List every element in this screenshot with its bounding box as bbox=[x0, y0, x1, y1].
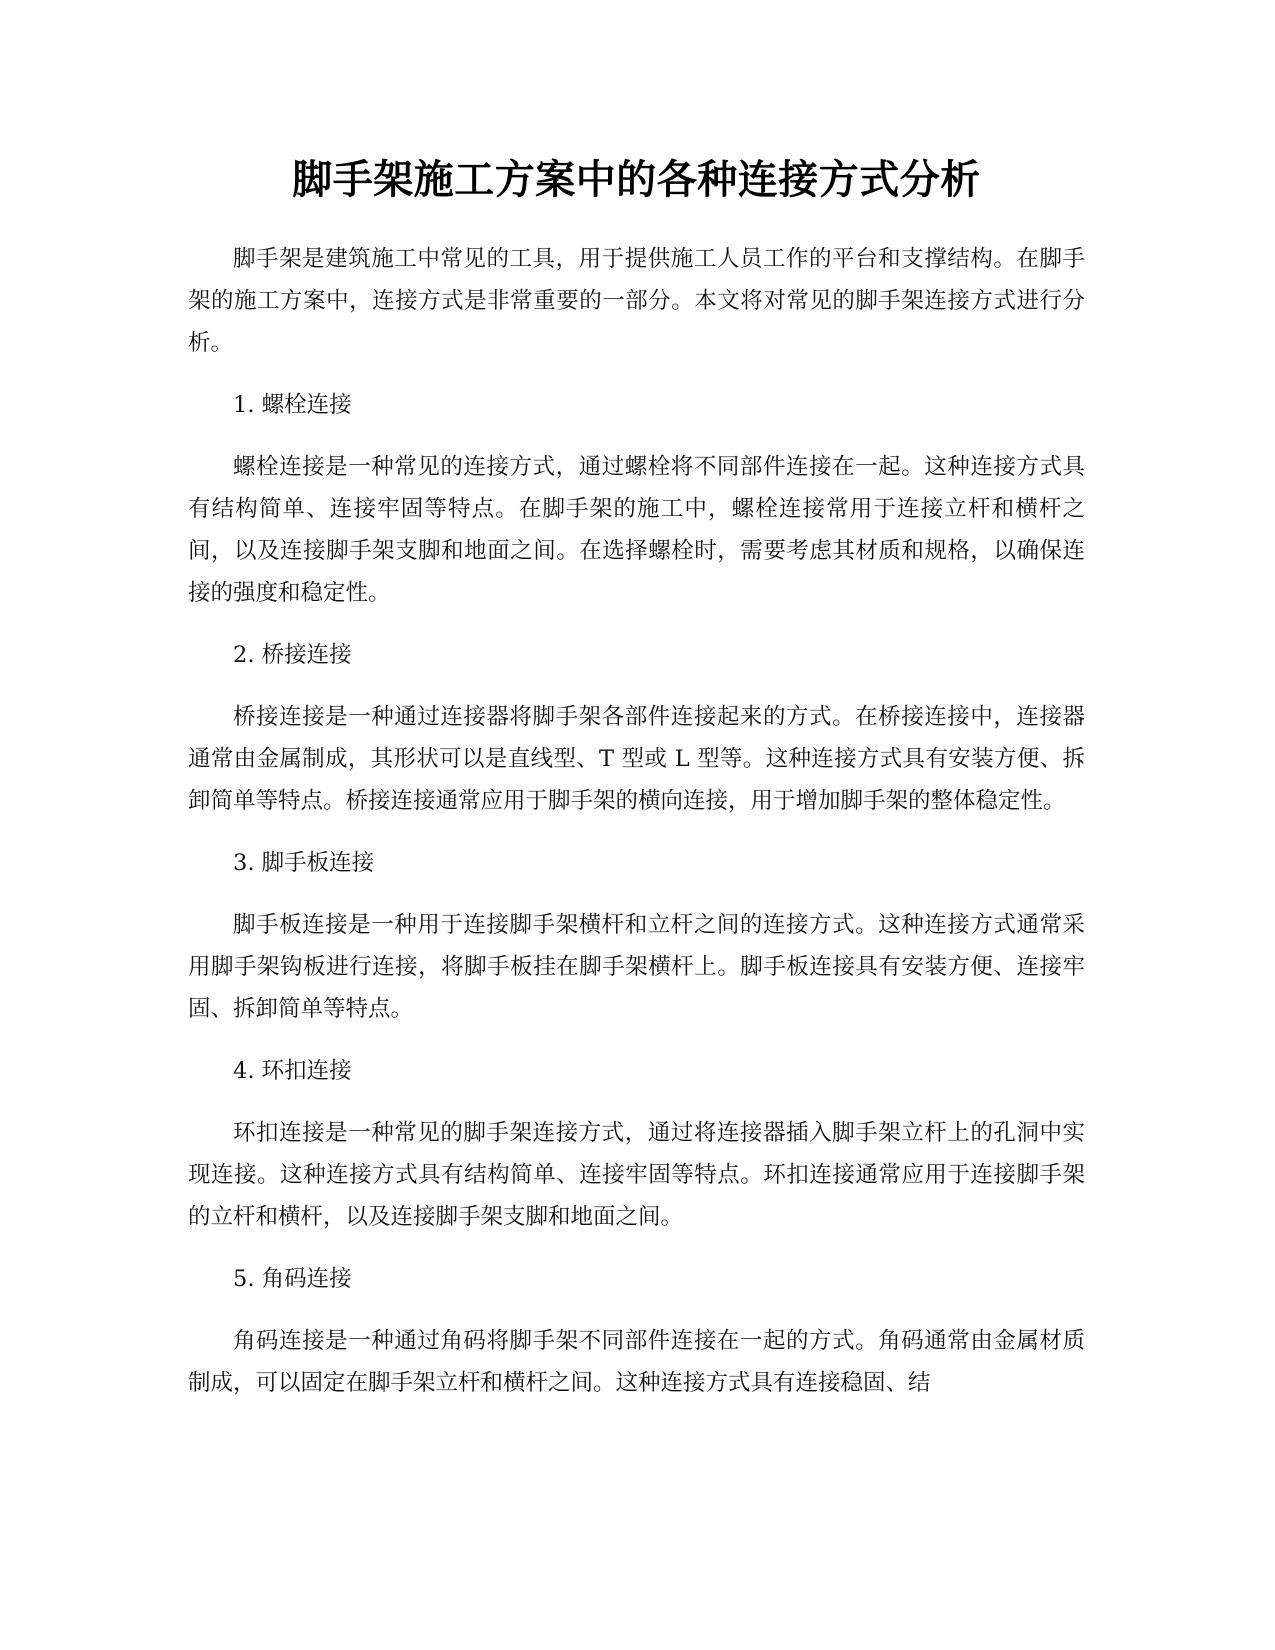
section-paragraph-corner-bracket: 角码连接是一种通过角码将脚手架不同部件连接在一起的方式。角码通常由金属材质制成，可以固定在脚手架立杆和横杆之间。这种连接方式具有连接稳固、结 bbox=[188, 1328, 1085, 1396]
intro-paragraph: 脚手架是建筑施工中常见的工具，用于提供施工人员工作的平台和支撑结构。在脚手架的施工方案中，连接方式是非常重要的一部分。本文将对常见的脚手架连接方式进行分析。 bbox=[188, 246, 1085, 356]
section-paragraph-plank: 脚手板连接是一种用于连接脚手架横杆和立杆之间的连接方式。这种连接方式通常采用脚手架钩板进行连接，将脚手板挂在脚手架横杆上。脚手板连接具有安装方便、连接牢固、拆卸简单等特点。 bbox=[188, 912, 1085, 1022]
document-title: 脚手架施工方案中的各种连接方式分析 bbox=[292, 157, 981, 203]
section-paragraph-bridge: 桥接连接是一种通过连接器将脚手架各部件连接起来的方式。在桥接连接中，连接器通常由金属制成，其形状可以是直线型、T 型或 L 型等。这种连接方式具有安装方便、拆卸简单等特点。桥接连接通常应用于脚手架的横向连接，用于增加脚手架的整体稳定性。 bbox=[188, 704, 1085, 814]
section-paragraph-bolt: 螺栓连接是一种常见的连接方式，通过螺栓将不同部件连接在一起。这种连接方式具有结构简单、连接牢固等特点。在脚手架的施工中，螺栓连接常用于连接立杆和横杆之间，以及连接脚手架支脚和地面之间。在选择螺栓时，需要考虑其材质和规格，以确保连接的强度和稳定性。 bbox=[188, 454, 1085, 606]
section-heading-bolt: 1. 螺栓连接 bbox=[233, 392, 352, 418]
section-heading-corner-bracket: 5. 角码连接 bbox=[233, 1266, 352, 1292]
section-heading-ring-lock: 4. 环扣连接 bbox=[233, 1058, 352, 1084]
section-heading-plank: 3. 脚手板连接 bbox=[233, 850, 375, 876]
section-paragraph-ring-lock: 环扣连接是一种常见的脚手架连接方式，通过将连接器插入脚手架立杆上的孔洞中实现连接。这种连接方式具有结构简单、连接牢固等特点。环扣连接通常应用于连接脚手架的立杆和横杆，以及连接脚手架支脚和地面之间。 bbox=[188, 1120, 1085, 1230]
section-heading-bridge: 2. 桥接连接 bbox=[233, 642, 352, 668]
